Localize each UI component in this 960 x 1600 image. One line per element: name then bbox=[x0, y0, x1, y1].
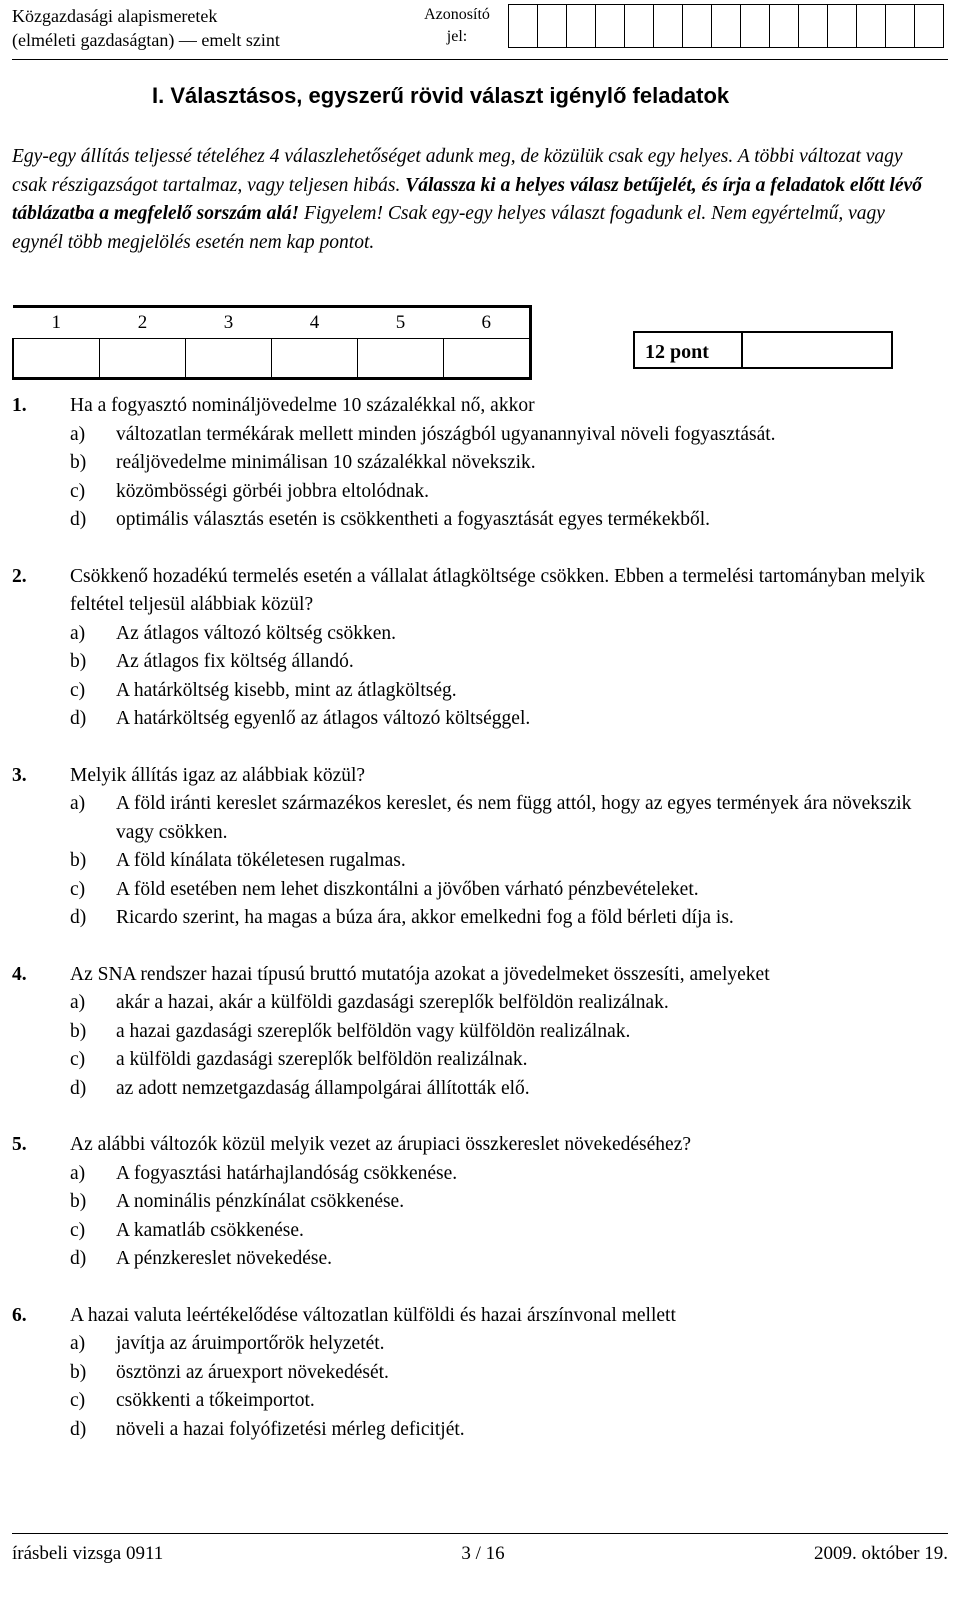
question-block bbox=[12, 762, 942, 933]
option-text: a külföldi gazdasági szereplők belföldön realizálnak. bbox=[116, 1049, 528, 1070]
identifier-box[interactable] bbox=[624, 4, 654, 48]
option-letter: b) bbox=[70, 1191, 87, 1212]
answer-option bbox=[12, 478, 942, 507]
option-letter: c) bbox=[70, 878, 86, 900]
answer-option bbox=[12, 876, 942, 905]
answer-cell[interactable] bbox=[13, 339, 100, 379]
footer-page-number: 3 / 16 bbox=[461, 1543, 505, 1564]
option-letter: d) bbox=[70, 907, 87, 928]
answer-cell[interactable] bbox=[100, 339, 186, 379]
answer-cell[interactable] bbox=[358, 339, 444, 379]
answer-option bbox=[12, 620, 942, 649]
question-number: 5. bbox=[12, 1134, 27, 1155]
identifier-box[interactable] bbox=[769, 4, 799, 48]
option-letter: b) bbox=[70, 452, 87, 473]
question-number: 4. bbox=[12, 963, 27, 985]
option-text: A nominális pénzkínálat csökkenése. bbox=[116, 1191, 405, 1212]
identifier-box[interactable] bbox=[827, 4, 857, 48]
header-divider bbox=[12, 59, 948, 60]
option-letter: b) bbox=[70, 850, 87, 871]
section-title: I. Választásos, egyszerű rövid választ igénylő feladatok bbox=[152, 83, 730, 108]
question-block bbox=[12, 392, 942, 535]
answer-option bbox=[12, 1359, 942, 1388]
option-text: Az átlagos fix költség állandó. bbox=[116, 651, 354, 672]
answer-option bbox=[12, 705, 942, 734]
answer-option bbox=[12, 1046, 942, 1075]
answer-option bbox=[12, 904, 942, 933]
option-letter: b) bbox=[70, 1020, 87, 1042]
identifier-box[interactable] bbox=[914, 4, 944, 48]
option-text: növeli a hazai folyófizetési mérleg deficitjét. bbox=[116, 1418, 465, 1440]
question-stem bbox=[12, 762, 942, 791]
question-text: Az SNA rendszer hazai típusú bruttó mutatója azokat a jövedelmeket összesíti, amelyeket bbox=[70, 963, 770, 985]
footer-date: 2009. október 19. bbox=[813, 1543, 948, 1564]
answer-column-header: 5 bbox=[358, 307, 444, 339]
answer-option bbox=[12, 847, 942, 876]
option-text: A pénzkereslet növekedése. bbox=[116, 1248, 333, 1269]
instructions-part-3: Figyelem! Csak egy-egy helyes választ fogadunk el. Nem egyértelmű, vagy egynél több megjelölés esetén nem kap pontot. bbox=[12, 203, 885, 253]
answer-option bbox=[12, 506, 942, 535]
identifier-boxes bbox=[509, 4, 944, 48]
answer-option bbox=[12, 648, 942, 677]
answer-option bbox=[12, 421, 942, 450]
option-letter: a) bbox=[70, 992, 86, 1013]
instructions-part-1: Egy-egy állítás teljessé tételéhez 4 válaszlehetőséget adunk meg, de közülük csak egy helyes. A többi változat vagy csak részigazságot tartalmaz, vagy teljesen hibás. bbox=[12, 146, 903, 196]
identifier-label-line-2: jel: bbox=[446, 28, 468, 45]
option-letter: d) bbox=[70, 509, 87, 530]
identifier-box[interactable] bbox=[856, 4, 886, 48]
question-stem bbox=[12, 1302, 942, 1331]
answer-option bbox=[12, 1245, 942, 1274]
points-box bbox=[633, 331, 893, 369]
option-text: A határköltség kisebb, mint az átlagköltség. bbox=[116, 679, 457, 701]
question-stem bbox=[12, 392, 942, 421]
identifier-box[interactable] bbox=[711, 4, 741, 48]
answer-column-header: 6 bbox=[444, 307, 531, 339]
option-letter: c) bbox=[70, 1219, 86, 1241]
question-stem bbox=[12, 1131, 942, 1160]
question-block bbox=[12, 563, 942, 734]
option-text: A föld iránti kereslet származékos kereslet, és nem függ attól, hogy az egyes termények ára növekszik vagy csökken. bbox=[116, 793, 912, 843]
identifier-box[interactable] bbox=[595, 4, 625, 48]
option-text: A fogyasztási határhajlandóság csökkenése. bbox=[116, 1162, 458, 1184]
answer-cell[interactable] bbox=[444, 339, 531, 379]
question-text: Csökkenő hozadékú termelés esetén a vállalat átlagköltsége csökken. Ebben a termelési tartományban melyik feltétel teljesül alábbiak közül? bbox=[70, 565, 925, 615]
answer-option bbox=[12, 989, 942, 1018]
option-text: ösztönzi az áruexport növekedését. bbox=[116, 1361, 389, 1383]
option-letter: a) bbox=[70, 622, 86, 644]
question-list bbox=[12, 392, 942, 1472]
footer-divider bbox=[12, 1533, 948, 1534]
option-letter: d) bbox=[70, 1418, 87, 1440]
question-text: Melyik állítás igaz az alábbiak közül? bbox=[70, 764, 366, 786]
question-text: A hazai valuta leértékelődése változatlan külföldi és hazai árszínvonal mellett bbox=[70, 1304, 676, 1326]
footer-exam-code: írásbeli vizsga 0911 bbox=[12, 1543, 164, 1564]
question-stem bbox=[12, 563, 942, 620]
identifier-box[interactable] bbox=[508, 4, 538, 48]
option-text: A föld esetében nem lehet diszkontálni a jövőben várható pénzbevételeket. bbox=[116, 878, 699, 900]
option-letter: a) bbox=[70, 1162, 86, 1184]
question-block bbox=[12, 1302, 942, 1445]
subject-line-1: Közgazdasági alapismeretek bbox=[12, 6, 218, 26]
question-text: Ha a fogyasztó nomináljövedelme 10 százalékkal nő, akkor bbox=[70, 395, 535, 416]
option-letter: a) bbox=[70, 423, 86, 445]
option-letter: a) bbox=[70, 793, 86, 814]
option-text: reáljövedelme minimálisan 10 százalékkal növekszik. bbox=[116, 452, 536, 473]
subject-line-2: (elméleti gazdaságtan) — emelt szint bbox=[12, 30, 280, 50]
option-letter: c) bbox=[70, 480, 86, 502]
answer-option bbox=[12, 1217, 942, 1246]
answer-option bbox=[12, 1188, 942, 1217]
question-number: 1. bbox=[12, 395, 27, 416]
option-letter: a) bbox=[70, 1333, 86, 1354]
option-text: csökkenti a tőkeimportot. bbox=[116, 1390, 315, 1411]
answer-column-header: 1 bbox=[13, 307, 100, 339]
identifier-box[interactable] bbox=[798, 4, 828, 48]
answer-table bbox=[12, 305, 532, 380]
exam-subject bbox=[12, 4, 280, 52]
answer-cell[interactable] bbox=[272, 339, 358, 379]
option-letter: d) bbox=[70, 1248, 87, 1269]
instructions bbox=[12, 143, 932, 257]
points-label: 12 pont bbox=[633, 331, 743, 369]
question-stem bbox=[12, 961, 942, 990]
question-block bbox=[12, 1131, 942, 1274]
option-text: javítja az áruimportőrök helyzetét. bbox=[116, 1333, 385, 1354]
answer-column-header: 2 bbox=[100, 307, 186, 339]
option-text: változatlan termékárak mellett minden jószágból ugyanannyival növeli fogyasztását. bbox=[116, 423, 776, 445]
option-text: Ricardo szerint, ha magas a búza ára, akkor emelkedni fog a föld bérleti díja is. bbox=[116, 907, 734, 928]
identifier-label-line-1: Azonosító bbox=[424, 6, 490, 23]
identifier-box[interactable] bbox=[885, 4, 915, 48]
option-letter: c) bbox=[70, 679, 86, 701]
question-number: 3. bbox=[12, 764, 27, 786]
option-letter: b) bbox=[70, 1361, 87, 1383]
identifier-box[interactable] bbox=[566, 4, 596, 48]
answer-option bbox=[12, 1075, 942, 1104]
option-letter: b) bbox=[70, 651, 87, 672]
question-block bbox=[12, 961, 942, 1104]
answer-cell[interactable] bbox=[186, 339, 272, 379]
answer-option bbox=[12, 1387, 942, 1416]
option-text: optimális választás esetén is csökkentheti a fogyasztását egyes termékekből. bbox=[116, 509, 711, 530]
identifier-box[interactable] bbox=[653, 4, 683, 48]
option-text: Az átlagos változó költség csökken. bbox=[116, 622, 396, 644]
answer-option bbox=[12, 1018, 942, 1047]
answer-column-header: 4 bbox=[272, 307, 358, 339]
identifier-box[interactable] bbox=[740, 4, 770, 48]
option-letter: d) bbox=[70, 1077, 87, 1099]
option-letter: c) bbox=[70, 1390, 86, 1411]
option-letter: c) bbox=[70, 1049, 86, 1070]
answer-option bbox=[12, 449, 942, 478]
option-text: akár a hazai, akár a külföldi gazdasági szereplők belföldön realizálnak. bbox=[116, 992, 669, 1013]
answer-option bbox=[12, 790, 942, 847]
identifier-label bbox=[422, 4, 492, 48]
instructions-bold: Válassza ki a helyes válasz betűjelét, és írja a feladatok előtt lévő táblázatba a megfelelő sorszám alá! bbox=[12, 174, 922, 224]
question-text: Az alábbi változók közül melyik vezet az árupiaci összkereslet növekedéséhez? bbox=[70, 1134, 692, 1155]
answer-option bbox=[12, 1330, 942, 1359]
answer-column-header: 3 bbox=[186, 307, 272, 339]
question-number: 6. bbox=[12, 1304, 27, 1326]
points-field[interactable] bbox=[743, 331, 893, 369]
question-number: 2. bbox=[12, 565, 27, 587]
option-letter: d) bbox=[70, 708, 87, 729]
answer-option bbox=[12, 677, 942, 706]
option-text: az adott nemzetgazdaság állampolgárai állították elő. bbox=[116, 1077, 530, 1099]
option-text: A kamatláb csökkenése. bbox=[116, 1219, 304, 1241]
answer-option bbox=[12, 1160, 942, 1189]
identifier-box[interactable] bbox=[537, 4, 567, 48]
answer-option bbox=[12, 1416, 942, 1445]
identifier-box[interactable] bbox=[682, 4, 712, 48]
option-text: a hazai gazdasági szereplők belföldön vagy külföldön realizálnak. bbox=[116, 1020, 631, 1042]
option-text: közömbösségi görbéi jobbra eltolódnak. bbox=[116, 480, 430, 502]
option-text: A határköltség egyenlő az átlagos változó költséggel. bbox=[116, 708, 531, 729]
option-text: A föld kínálata tökéletesen rugalmas. bbox=[116, 850, 406, 871]
